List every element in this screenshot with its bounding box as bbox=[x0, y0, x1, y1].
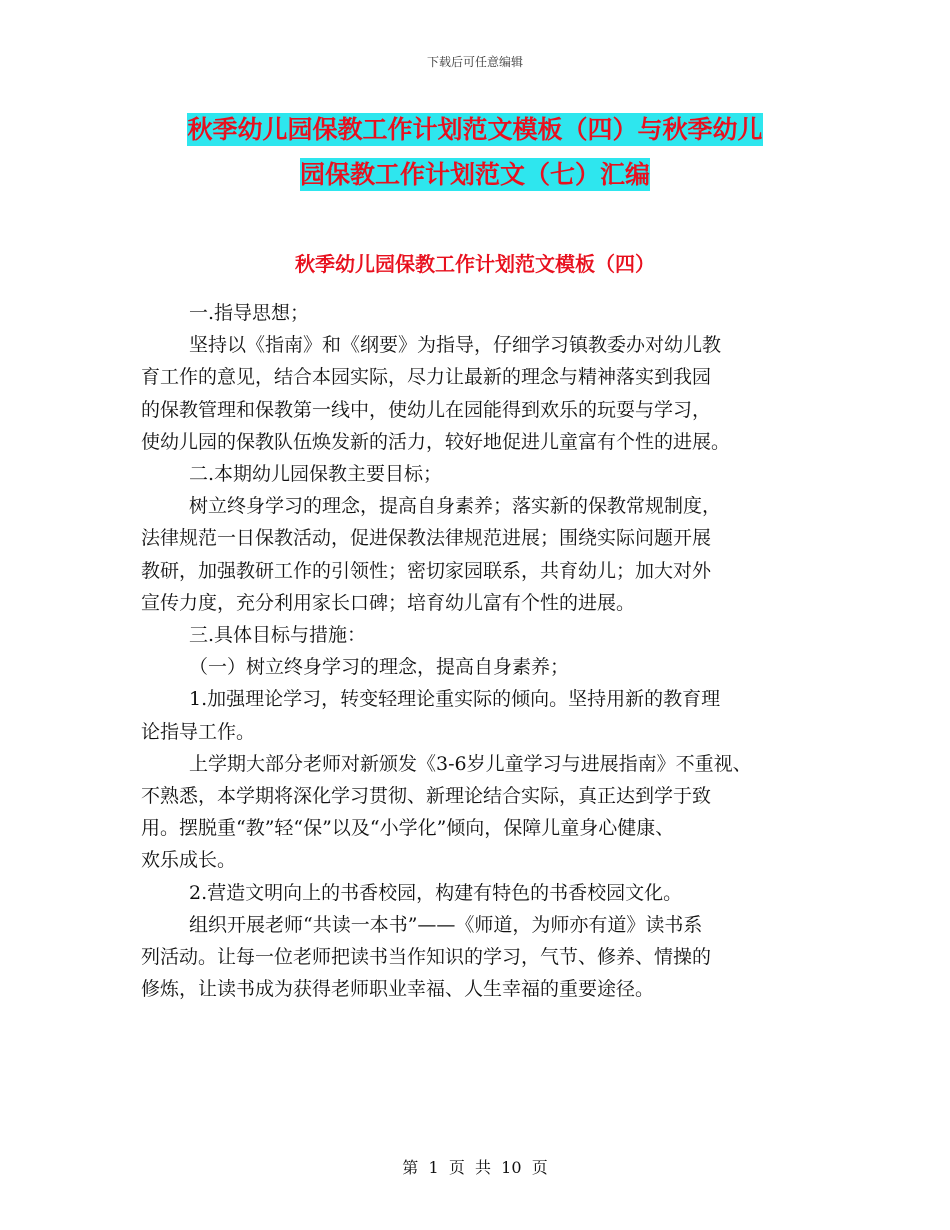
section-title: 秋季幼儿园保教工作计划范文模板（四） bbox=[295, 252, 655, 276]
body-line: 欢乐成长。 bbox=[141, 849, 237, 872]
document-title-line-1 bbox=[140, 115, 810, 145]
body-line: 组织开展老师“共读一本书”——《师道，为师亦有道》读书系 bbox=[189, 913, 703, 936]
body-line: 教研，加强教研工作的引领性；密切家园联系，共育幼儿；加大对外 bbox=[141, 559, 712, 582]
body-line: 树立终身学习的理念，提高自身素养；落实新的保教常规制度， bbox=[189, 495, 722, 518]
body-line: 使幼儿园的保教队伍焕发新的活力，较好地促进儿童富有个性的进展。 bbox=[141, 430, 731, 453]
body-line: 二.本期幼儿园保教主要目标； bbox=[189, 463, 443, 486]
page-number: 第 1 页 共 10 页 bbox=[402, 1158, 548, 1177]
body-line: 坚持以《指南》和《纲要》为指导，仔细学习镇教委办对幼儿教 bbox=[189, 334, 722, 357]
body-line: 宣传力度，充分利用家长口碑；培育幼儿富有个性的进展。 bbox=[141, 591, 636, 614]
body-line: 上学期大部分老师对新颁发《3-6岁儿童学习与进展指南》不重视、 bbox=[189, 752, 752, 775]
body-line: 不熟悉，本学期将深化学习贯彻、新理论结合实际，真正达到学于致 bbox=[141, 785, 712, 808]
page-header-note: 下载后可任意编辑 bbox=[426, 55, 523, 69]
body-line: 2.营造文明向上的书香校园，构建有特色的书香校园文化。 bbox=[189, 881, 683, 904]
body-line: 一.指导思想； bbox=[189, 302, 310, 324]
body-line: 列活动。让每一位老师把读书当作知识的学习，气节、修养、情操的 bbox=[141, 946, 712, 969]
body-line: 育工作的意见，结合本园实际，尽力让最新的理念与精神落实到我园 bbox=[141, 366, 712, 389]
document-body bbox=[141, 297, 821, 1005]
title-highlight: 秋季幼儿园保教工作计划范文模板（四）与秋季幼儿 bbox=[187, 115, 763, 144]
body-line: 法律规范一日保教活动，促进保教法律规范进展；围绕实际问题开展 bbox=[141, 527, 712, 550]
body-line: 修炼，让读书成为获得老师职业幸福、人生幸福的重要途径。 bbox=[141, 978, 655, 1001]
title-highlight: 园保教工作计划范文（七）汇编 bbox=[299, 160, 650, 189]
body-line: 三.具体目标与措施： bbox=[189, 624, 367, 647]
body-line: 1.加强理论学习，转变轻理论重实际的倾向。坚持用新的教育理 bbox=[189, 688, 721, 711]
body-line: （一）树立终身学习的理念，提高自身素养； bbox=[189, 656, 570, 679]
document-title-line-2 bbox=[140, 160, 810, 190]
body-line: 用。摆脱重“教”轻“保”以及“小学化”倾向，保障儿童身心健康、 bbox=[141, 817, 675, 840]
body-line: 论指导工作。 bbox=[141, 720, 256, 743]
body-line: 的保教管理和保教第一线中，使幼儿在园能得到欢乐的玩耍与学习， bbox=[141, 398, 712, 421]
